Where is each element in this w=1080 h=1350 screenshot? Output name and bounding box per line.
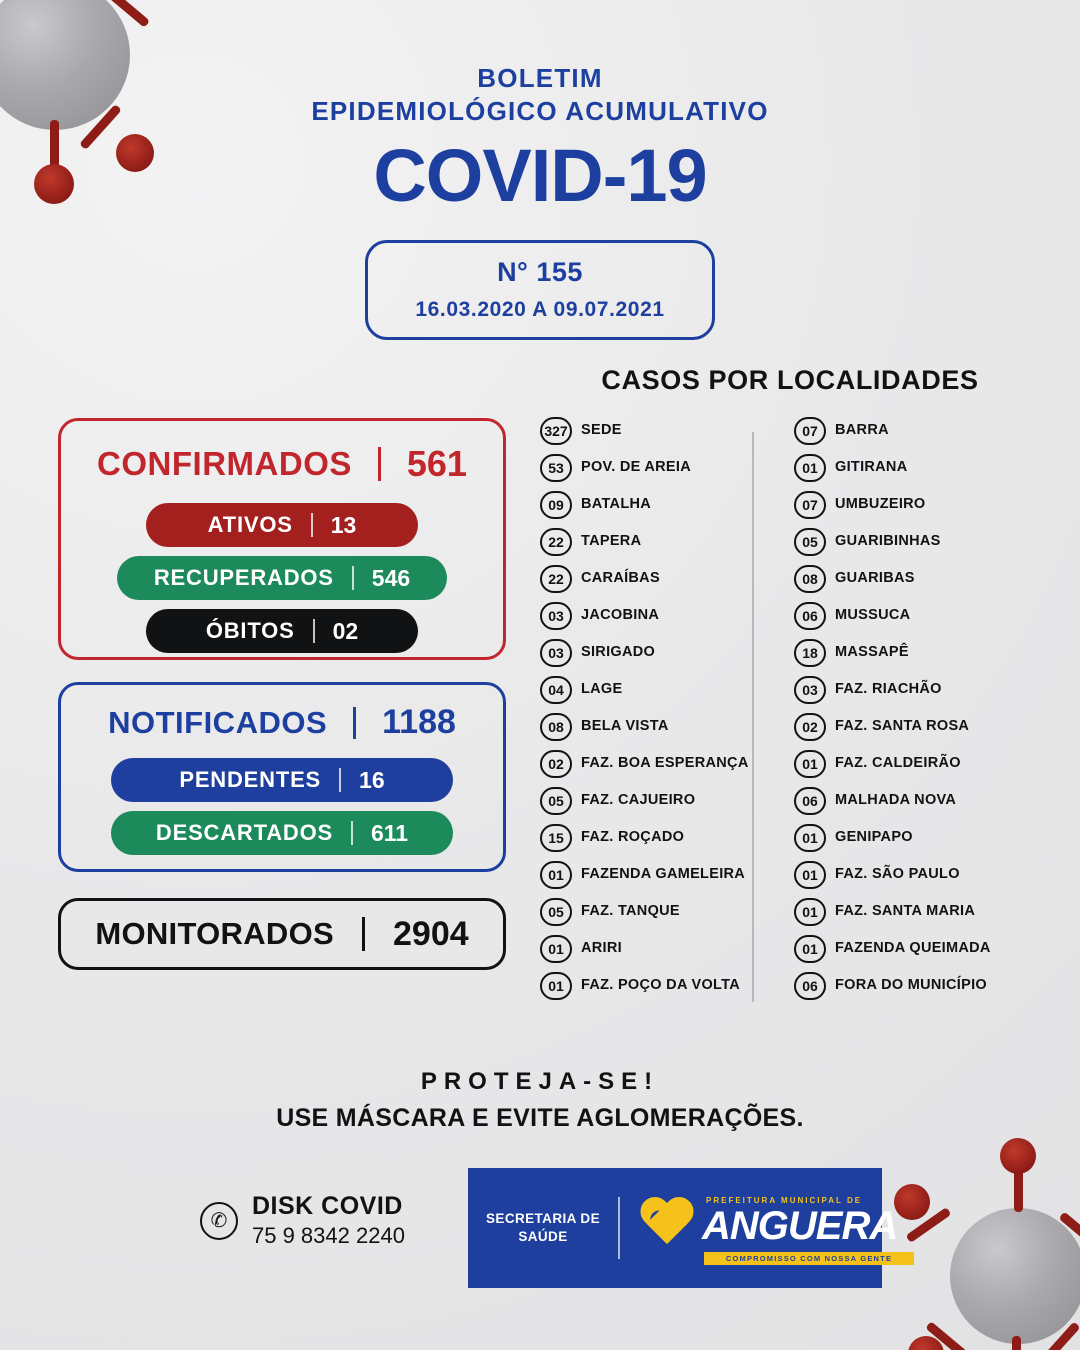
heart-icon [638,1198,696,1256]
locality-count-badge: 02 [794,713,826,741]
list-item [794,412,1026,449]
anguera-brand [620,1168,898,1288]
divider [352,566,354,590]
virus-illustration-bottom-right [890,1150,1080,1350]
locality-name: FAZ. CAJUEIRO [581,791,696,808]
locality-name: BELA VISTA [581,717,669,734]
locality-count-badge: 06 [794,972,826,1000]
locality-name: POV. DE AREIA [581,458,691,475]
confirmed-panel [58,418,506,660]
locality-count-badge: 18 [794,639,826,667]
locality-count-badge: 07 [794,417,826,445]
list-item [540,745,772,782]
list-item [794,560,1026,597]
whatsapp-icon: ✆ [200,1202,238,1240]
brand-name: ANGUERA [702,1204,898,1248]
locality-count-badge: 05 [794,528,826,556]
locality-count-badge: 01 [794,454,826,482]
locality-name: GITIRANA [835,458,908,475]
localities-column-right [794,412,1026,1004]
locality-name: GUARIBINHAS [835,532,941,549]
locality-count-badge: 05 [540,898,572,926]
locality-name: CARAÍBAS [581,569,660,586]
stat-row-descartados [111,811,453,855]
locality-name: BARRA [835,421,889,438]
locality-name: MALHADA NOVA [835,791,957,808]
locality-name: GUARIBAS [835,569,915,586]
locality-count-badge: 06 [794,787,826,815]
locality-name: FAZ. SANTA MARIA [835,902,976,919]
notified-panel [58,682,506,872]
confirmed-header-row [61,443,503,485]
list-item [794,708,1026,745]
locality-count-badge: 01 [540,972,572,1000]
bulletin-header [0,62,1080,340]
locality-count-badge: 09 [540,491,572,519]
locality-count-badge: 01 [540,935,572,963]
locality-count-badge: 06 [794,602,826,630]
divider [378,447,381,481]
locality-name: FAZ. ROÇADO [581,828,685,845]
locality-name: FAZ. POÇO DA VOLTA [581,976,740,993]
stat-row-recuperados [117,556,447,600]
locality-count-badge: 22 [540,565,572,593]
locality-count-badge: 05 [540,787,572,815]
header-subtitle [0,62,1080,129]
stat-row-obitos [146,609,418,653]
divider [353,707,356,739]
locality-name: UMBUZEIRO [835,495,926,512]
locality-count-badge: 08 [794,565,826,593]
obitos-label: ÓBITOS [205,618,295,643]
locality-name: BATALHA [581,495,652,512]
list-item [540,967,772,1004]
recuperados-value: 546 [371,564,411,591]
bulletin-number: N° 155 [497,257,583,288]
secretaria-line-2: SAÚDE [518,1229,568,1244]
locality-name: FAZ. BOA ESPERANÇA [581,754,749,771]
locality-count-badge: 327 [540,417,572,445]
locality-name: LAGE [581,680,623,697]
ativos-value: 13 [330,511,357,538]
list-item [794,782,1026,819]
notified-value: 1188 [382,703,456,741]
locality-count-badge: 01 [794,861,826,889]
notified-label: NOTIFICADOS [108,704,328,740]
list-item [794,486,1026,523]
list-item [794,819,1026,856]
list-item [540,930,772,967]
disk-covid-block [200,1192,405,1249]
locality-name: FAZ. RIACHÃO [835,680,942,697]
locality-count-badge: 03 [540,602,572,630]
recuperados-label: RECUPERADOS [153,565,334,590]
disk-covid-title: DISK COVID [252,1192,403,1220]
locality-count-badge: 03 [540,639,572,667]
locality-name: MUSSUCA [835,606,911,623]
locality-count-badge: 01 [794,750,826,778]
list-item [794,634,1026,671]
locality-name: SEDE [581,421,622,438]
monitored-label: MONITORADOS [95,916,335,951]
confirmed-value: 561 [406,443,467,484]
locality-count-badge: 01 [794,824,826,852]
confirmed-label: CONFIRMADOS [97,445,352,482]
localities-column-left [540,412,772,1004]
locality-name: ARIRI [581,939,622,956]
disk-covid-phone: 75 9 8342 2240 [252,1223,405,1248]
disk-covid-text [252,1192,405,1249]
divider [351,821,353,845]
list-item [540,560,772,597]
list-item [540,523,772,560]
stat-row-ativos [146,503,418,547]
list-item [794,856,1026,893]
list-item [540,856,772,893]
ativos-label: ATIVOS [207,512,293,537]
list-item [794,930,1026,967]
notified-header-row [61,703,503,742]
list-item [540,412,772,449]
locality-name: FORA DO MUNICÍPIO [835,976,987,993]
obitos-value: 02 [332,617,359,644]
locality-count-badge: 08 [540,713,572,741]
pendentes-label: PENDENTES [179,767,322,792]
descartados-value: 611 [370,819,409,846]
secretaria-label [468,1210,618,1245]
locality-count-badge: 07 [794,491,826,519]
locality-count-badge: 01 [540,861,572,889]
page-title: COVID-19 [373,133,707,217]
divider [362,917,365,951]
locality-count-badge: 01 [794,898,826,926]
localities-title: CASOS POR LOCALIDADES [601,365,979,395]
locality-count-badge: 53 [540,454,572,482]
locality-name: MASSAPÊ [835,643,909,660]
logo-banner [468,1168,898,1288]
protect-headline: PROTEJA-SE! [420,1068,660,1095]
descartados-label: DESCARTADOS [155,820,333,845]
divider [339,768,341,792]
stat-row-pendentes [111,758,453,802]
brand-slogan-bar [704,1252,914,1265]
locality-name: GENIPAPO [835,828,913,845]
monitored-value: 2904 [393,914,469,953]
pendentes-value: 16 [359,766,385,793]
locality-name: FAZ. TANQUE [581,902,680,919]
locality-name: FAZENDA GAMELEIRA [581,865,746,882]
locality-count-badge: 15 [540,824,572,852]
header-line-2: EPIDEMIOLÓGICO ACUMULATIVO [311,96,769,127]
divider [311,513,313,537]
locality-name: SIRIGADO [581,643,656,660]
list-item [540,893,772,930]
list-item [540,486,772,523]
locality-name: FAZ. SÃO PAULO [835,865,960,882]
header-line-1: BOLETIM [477,63,603,93]
list-item [540,634,772,671]
locality-name: FAZENDA QUEIMADA [835,939,991,956]
locality-count-badge: 03 [794,676,826,704]
locality-count-badge: 04 [540,676,572,704]
list-item [540,782,772,819]
brand-top-label: PREFEITURA MUNICIPAL DE [706,1196,863,1205]
list-item [794,967,1026,1004]
monitored-panel [58,898,506,970]
list-item [540,597,772,634]
list-item [540,708,772,745]
locality-name: FAZ. CALDEIRÃO [835,754,961,771]
list-item [794,671,1026,708]
bulletin-number-box [365,240,715,340]
list-item [794,745,1026,782]
secretaria-line-1: SECRETARIA DE [486,1211,600,1227]
list-item [794,893,1026,930]
locality-count-badge: 22 [540,528,572,556]
bulletin-date-range: 16.03.2020 A 09.07.2021 [415,298,665,322]
list-item [540,449,772,486]
locality-name: JACOBINA [581,606,660,623]
locality-name: TAPERA [581,532,642,549]
list-item [794,449,1026,486]
localities-list [540,412,1050,1004]
locality-count-badge: 01 [794,935,826,963]
list-item [540,819,772,856]
list-item [540,671,772,708]
list-item [794,597,1026,634]
locality-count-badge: 02 [540,750,572,778]
protect-subline: USE MÁSCARA E EVITE AGLOMERAÇÕES. [276,1104,804,1132]
locality-name: FAZ. SANTA ROSA [835,717,970,734]
divider [313,619,315,643]
brand-slogan: COMPROMISSO COM NOSSA GENTE [725,1254,893,1263]
list-item [794,523,1026,560]
